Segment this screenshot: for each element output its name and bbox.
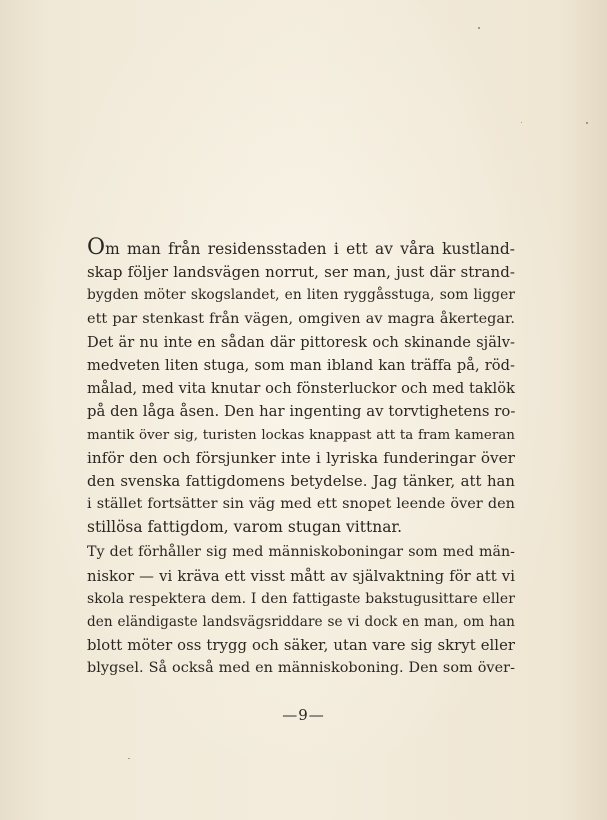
text-line: mantik över sig, turisten lockas knappast att ta fram kameran <box>87 427 515 443</box>
text-line: medveten liten stuga, som man ibland kan träffa på, röd- <box>87 356 515 374</box>
text-line: skap följer landsvägen norrut, ser man, just där strand- <box>87 263 515 282</box>
paper-speck <box>478 27 480 29</box>
paper-speck <box>586 122 588 124</box>
drop-letter: O <box>87 235 106 260</box>
text-line: blygsel. Så också med en människoboning. Den som över- <box>87 660 515 677</box>
text-line-last: stillösa fattigdom, varom stugan vittnar. <box>87 518 403 537</box>
text-line: målad, med vita knutar och fönsterluckor och med taklök <box>87 380 515 398</box>
text-line-indented: Ty det förhåller sig med människoboningar som med män- <box>87 544 515 561</box>
text-line <box>87 235 515 261</box>
text-line: skola respektera dem. I den fattigaste bakstugusittare eller <box>87 590 515 607</box>
text-line: ett par stenkast från vägen, omgiven av magra åkertegar. <box>87 310 515 327</box>
text-line: på den låga åsen. Den har ingenting av torvtighetens ro- <box>87 403 516 421</box>
text-line: den svenska fattigdomens betydelse. Jag tänker, att han <box>87 472 515 490</box>
text-line: Det är nu inte en sådan där pittoresk och skinande själv- <box>87 333 515 351</box>
body-text <box>87 235 516 681</box>
text-line: bygden möter skogslandet, en liten ryggåsstuga, som ligger <box>87 287 515 304</box>
paper-speck <box>128 758 130 759</box>
first-line-text: m man från residensstaden i ett av våra kustland- <box>105 240 515 258</box>
text-line: den eländigaste landsvägsriddare se vi dock en man, om han <box>87 614 515 630</box>
text-line: i stället fortsätter sin väg med ett snopet leende över den <box>87 496 515 513</box>
paragraph-1 <box>87 235 516 539</box>
text-line: niskor — vi kräva ett visst mått av självaktning för att vi <box>87 567 515 585</box>
text-line: inför den och försjunker inte i lyriska funderingar över <box>87 448 515 467</box>
page-number: —9— <box>282 706 325 724</box>
text-line: blott möter oss trygg och säker, utan vare sig skryt eller <box>87 637 515 655</box>
paragraph-2 <box>87 541 515 680</box>
paper-speck <box>521 122 522 123</box>
